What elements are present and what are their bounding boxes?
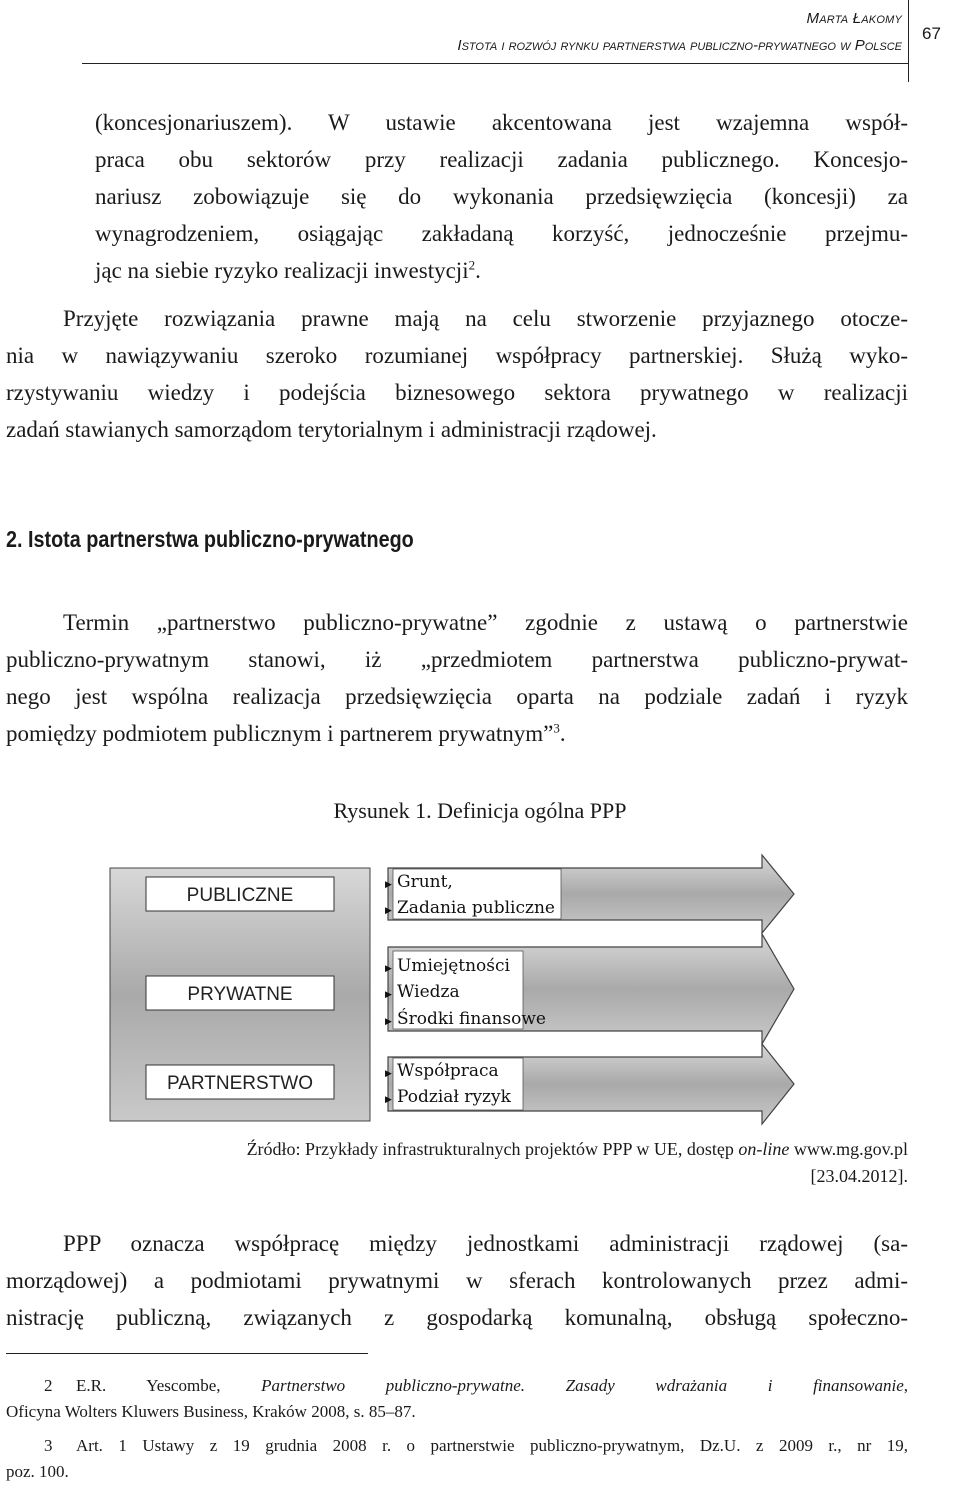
bullet-icon: ▶ [385, 1017, 392, 1027]
label-publiczne: PUBLICZNE [186, 885, 294, 906]
text-line: rzystywaniu wiedzy i podejścia biznesowego sektora prywatnego w realizacji [6, 380, 908, 405]
figure-caption: Rysunek 1. Definicja ogólna PPP [333, 798, 627, 823]
text-fragment: jąc na siebie ryzyko realizacji inwestycji [95, 258, 469, 283]
figure-source [62, 1136, 908, 1190]
header-running-title-text: Istota i rozwój rynku partnerstwa publiczno-prywatnego w Polsce [457, 37, 902, 54]
section-heading: 2. Istota partnerstwa publiczno-prywatnego [6, 526, 414, 552]
bullet-icon: ▶ [385, 880, 392, 890]
source-italic: on-line [738, 1139, 790, 1159]
source-line-1 [62, 1136, 908, 1163]
text-fragment: . [475, 258, 481, 283]
text-line: publiczno-prywatnym stanowi, iż „przedmiotem partnerstwa publiczno-prywat- [6, 647, 908, 672]
text-line: Termin „partnerstwo publiczno-prywatne” zgodnie z ustawą o partnerstwie [63, 610, 908, 635]
footnote-title: Partnerstwo publiczno-prywatne. Zasady wdrażania i finansowanie [261, 1376, 904, 1395]
bullet-icon: ▶ [385, 964, 392, 974]
text-line: zadań stawianych samorządom terytorialnym i administracji rządowej. [6, 417, 657, 442]
header-author-text: Marta Łakomy [806, 10, 902, 27]
item-srodki-finansowe: Środki finansowe [397, 1009, 546, 1029]
footnote-line: poz. 100. [6, 1462, 69, 1481]
text-line: PPP oznacza współpracę między jednostkami administracji rządowej (sa- [63, 1231, 908, 1256]
text-line: nariusz zobowiązuje się do wykonania przedsięwzięcia (koncesji) za [95, 184, 908, 209]
text-line: nistrację publiczną, związanych z gospodarką komunalną, obsługą społeczno- [6, 1305, 908, 1330]
label-prywatne: PRYWATNE [187, 984, 293, 1005]
footnote-author: E.R. Yescombe, [76, 1376, 262, 1395]
text-line: morządowej) a podmiotami prywatnymi w sferach kontrolowanych przez admi- [6, 1268, 908, 1293]
source-prefix: Źródło: Przykłady infrastrukturalnych projektów PPP w UE, dostęp [246, 1139, 739, 1159]
footnote-ref: 3 [553, 720, 560, 736]
text-line: nia w nawiązywaniu szeroko rozumianej współpracy partnerskiej. Służą wyko- [6, 343, 908, 368]
bullet-icon: ▶ [385, 906, 392, 916]
footnote-comma: , [903, 1376, 908, 1395]
bullet-icon: ▶ [385, 1069, 392, 1079]
item-umiejetnosci: Umiejętności [397, 956, 510, 976]
text-line: Przyjęte rozwiązania prawne mają na celu stworzenie przyjaznego otocze- [63, 306, 908, 331]
bullet-icon: ▶ [385, 990, 392, 1000]
footnote-number: 3 [44, 1436, 53, 1455]
footnote-ref: 2 [468, 257, 476, 273]
text-line: (koncesjonariuszem). W ustawie akcentowana jest wzajemna współ- [95, 110, 908, 135]
footnote-line [6, 1373, 908, 1399]
label-partnerstwo: PARTNERSTWO [166, 1073, 314, 1094]
text-line: nego jest wspólna realizacja przedsięwzięcia oparta na podziale zadań i ryzyk [6, 684, 908, 709]
text-fragment: . [559, 721, 566, 746]
footnote-3 [6, 1433, 908, 1485]
paragraph-4 [6, 1225, 908, 1336]
item-grunt: Grunt, [397, 872, 453, 892]
footnote-text: Art. 1 Ustawy z 19 grudnia 2008 r. o partnerstwie publiczno-prywatnym, Dz.U. z 2009 r., nr 19, [76, 1436, 908, 1455]
source-suffix: www.mg.gov.pl [789, 1139, 908, 1159]
footnote-2 [6, 1373, 908, 1425]
source-line-2: [23.04.2012]. [810, 1166, 908, 1186]
item-wspolpraca: Współpraca [397, 1061, 499, 1081]
item-wiedza: Wiedza [397, 982, 460, 1002]
text-fragment: pomiędzy podmiotem publicznym i partnerem prywatnym” [6, 721, 554, 746]
bullet-icon: ▶ [385, 1095, 392, 1105]
page-number: 67 [922, 24, 941, 43]
text-line: wynagrodzeniem, osiągając zakładaną korzyść, jednocześnie przejmu- [95, 221, 908, 246]
footnote-rule [6, 1353, 368, 1354]
item-zadania-publiczne: Zadania publiczne [397, 898, 555, 918]
footnote-number: 2 [44, 1376, 53, 1395]
item-podzial-ryzyk: Podział ryzyk [397, 1087, 511, 1107]
footnote-line [6, 1433, 908, 1459]
text-line: praca obu sektorów przy realizacji zadania publicznego. Koncesjo- [95, 147, 908, 172]
footnote-line: Oficyna Wolters Kluwers Business, Kraków 2008, s. 85–87. [6, 1402, 416, 1421]
